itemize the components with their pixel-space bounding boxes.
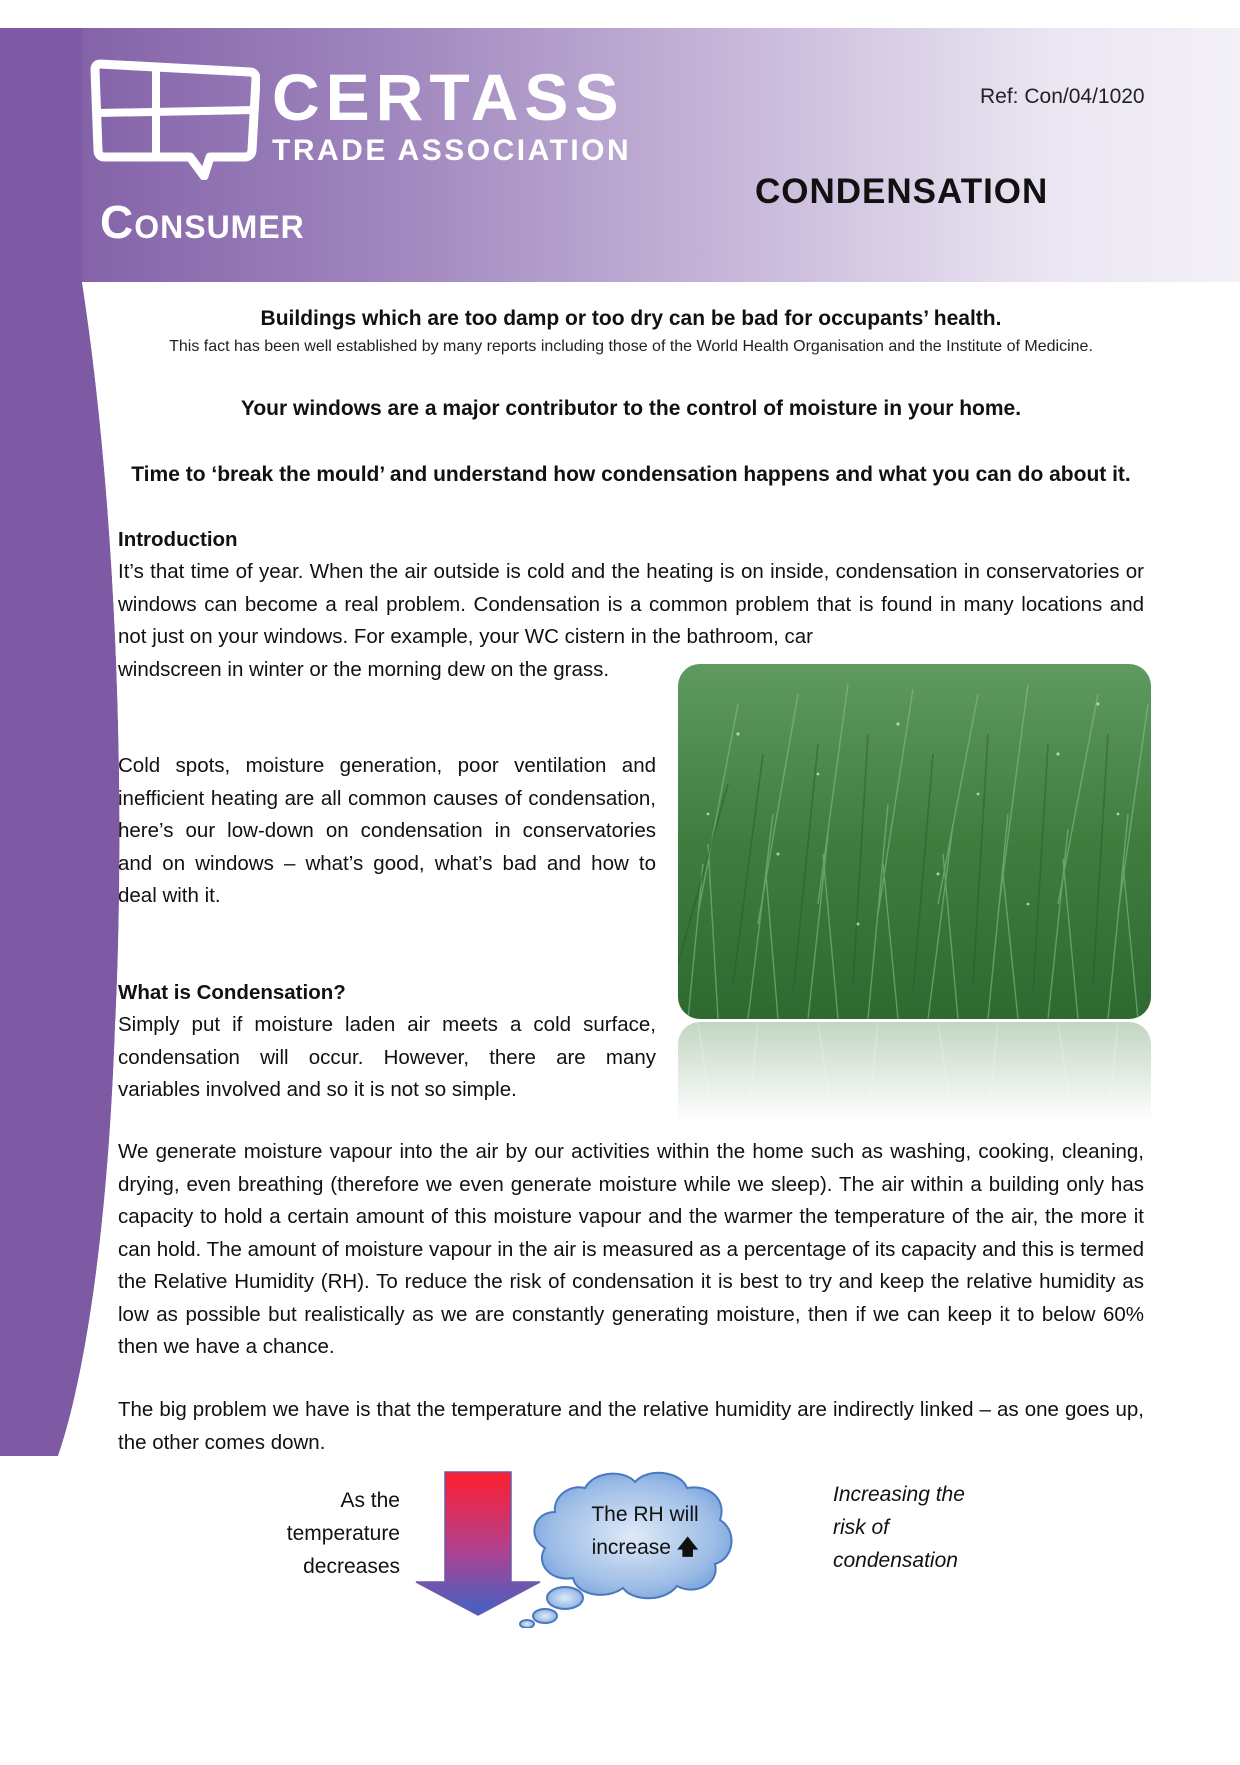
page-title: CONDENSATION xyxy=(755,172,1049,211)
what-is-heading: What is Condensation? xyxy=(118,981,346,1004)
section-label: Consumer xyxy=(100,196,305,248)
causes-paragraph: Cold spots, moisture generation, poor ventilation and inefficient heating are all common causes of condensation, here’s our low-down on condensation in conservatories and on windows – what’s good, what’s bad and how to deal with it. xyxy=(118,754,656,907)
photo-reflection xyxy=(678,1022,1151,1122)
diagram-right-text xyxy=(833,1478,1033,1577)
diagram-left-line1: As the xyxy=(340,1489,400,1512)
reference-number: Ref: Con/04/1020 xyxy=(980,85,1145,108)
brand-block xyxy=(272,62,631,168)
diagram-left-line3: decreases xyxy=(303,1555,400,1578)
diagram-right-line2: risk of xyxy=(833,1516,890,1539)
reflection-image-icon xyxy=(678,1022,1151,1122)
temperature-paragraph: The big problem we have is that the temperature and the relative humidity are indirectly linked – as one goes up, the other comes down. xyxy=(118,1398,1144,1454)
brand-subtitle: TRADE ASSOCIATION xyxy=(272,134,632,167)
intro-headline: Buildings which are too damp or too dry can be bad for occupants’ health. xyxy=(260,307,1002,330)
cloud-line2: increase xyxy=(591,1536,671,1559)
diagram-right-line3: condensation xyxy=(833,1549,958,1572)
cloud-line1: The RH will xyxy=(591,1503,699,1526)
statement-windows: Your windows are a major contributor to the control of moisture in your home. xyxy=(240,397,1022,420)
statement-break-mould: Time to ‘break the mould’ and understand how condensation happens and what you can do about it. xyxy=(131,463,1131,486)
diagram-right-line1: Increasing the xyxy=(833,1483,965,1506)
cloud-text xyxy=(575,1498,715,1564)
cloud-line2-wrap xyxy=(575,1531,715,1564)
grass-image-icon xyxy=(678,664,1151,1019)
introduction-paragraph-end: windscreen in winter or the morning dew on the grass. xyxy=(118,658,610,681)
moisture-paragraph: We generate moisture vapour into the air by our activities within the home such as washing, cooking, cleaning, drying, even breathing (therefore we even generate moisture while we sleep). The air within a building only has capacity to hold a certain amount of this moisture vapour and the warmer the temperature of the air, the more it can hold. The amount of moisture vapour in the air is measured as a percentage of its capacity and this is termed the Relative Humidity (RH). To reduce the risk of condensation it is best to try and keep the relative humidity as low as possible but realistically as we are constantly generating moisture, then if we can keep it to below 60% then we have a chance. xyxy=(118,1140,1144,1358)
what-is-paragraph: Simply put if moisture laden air meets a cold surface, condensation will occur. However, there are many variables involved and so it is not so simple. xyxy=(118,1013,656,1101)
brand-name: CERTASS xyxy=(272,60,625,134)
up-arrow-icon: 🡅 xyxy=(676,1536,699,1559)
dew-grass-photo xyxy=(678,664,1151,1019)
rh-diagram xyxy=(230,1478,1030,1638)
intro-subline: This fact has been well established by many reports including those of the World Health Organisation and the Institute of Medicine. xyxy=(169,338,1093,355)
certass-logo-icon xyxy=(90,58,260,180)
diagram-left-line2: temperature xyxy=(286,1522,400,1545)
introduction-heading: Introduction xyxy=(118,528,238,551)
introduction-paragraph: It’s that time of year. When the air outside is cold and the heating is on inside, condensation in conservatories or windows can become a real problem. Condensation is a common problem that is found in many locations and not just on your windows. For example, your WC cistern in the bathroom, car xyxy=(118,560,1144,648)
diagram-left-text xyxy=(260,1484,400,1583)
